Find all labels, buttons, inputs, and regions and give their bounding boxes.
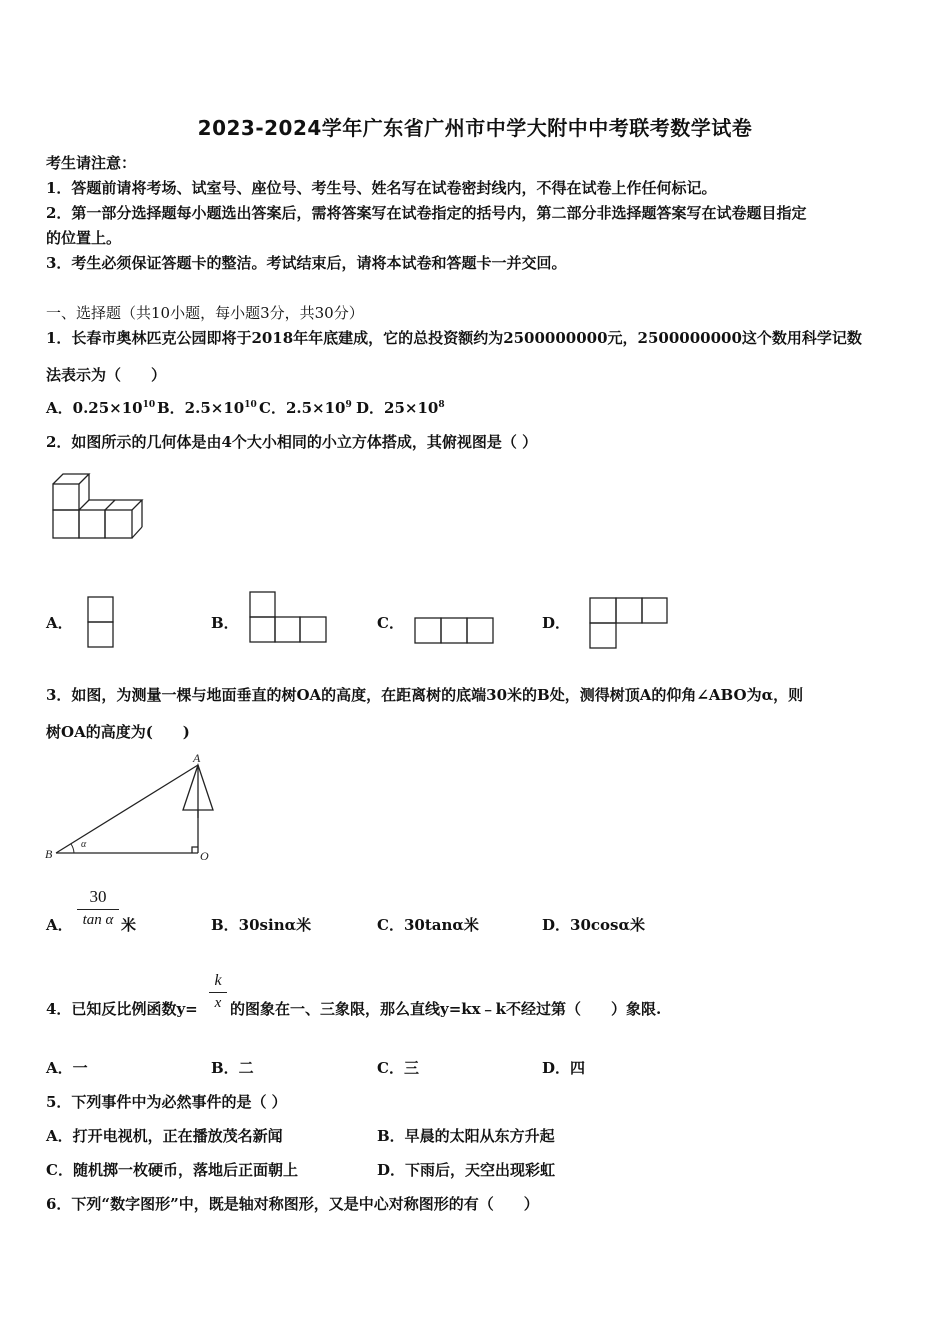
q2-solid-figure bbox=[50, 472, 150, 542]
q4-fraction bbox=[209, 972, 227, 1012]
q3-a-fraction-bar bbox=[77, 909, 119, 910]
notice-item-3: 3．考生必须保证答题卡的整洁。考试结束后，请将本试卷和答题卡一并交回。 bbox=[46, 254, 567, 272]
q2-option-b-label: B． bbox=[211, 614, 239, 632]
q3-stem-line2: 树OA的高度为( ) bbox=[46, 723, 190, 741]
q5-stem: 5．下列事件中为必然事件的是（ ） bbox=[46, 1093, 287, 1111]
q4-denominator: x bbox=[214, 995, 222, 1011]
q2-option-d-figure bbox=[589, 597, 669, 651]
q3-label-a: A bbox=[193, 751, 201, 765]
q2-option-a-label: A． bbox=[46, 614, 73, 632]
q3-stem-line1: 3．如图，为测量一棵与地面垂直的树OA的高度，在距离树的底端30米的B处，测得树顶A的仰角∠ABO为α，则 bbox=[46, 686, 804, 704]
q2-option-c-figure bbox=[414, 617, 496, 645]
q3-label-b: B bbox=[45, 847, 53, 861]
q4-option-a: A．一 bbox=[46, 1059, 88, 1077]
section-heading: 一、选择题（共10小题，每小题3分，共30分） bbox=[46, 304, 364, 322]
q5-option-b: B．早晨的太阳从东方升起 bbox=[377, 1127, 555, 1145]
q3-a-denominator: tan α bbox=[82, 912, 114, 928]
q5-option-c: C．随机掷一枚硬币，落地后正面朝上 bbox=[46, 1161, 298, 1179]
q2-option-c-label: C． bbox=[377, 614, 404, 632]
q3-option-a-label: A． bbox=[46, 916, 73, 934]
q3-option-a-unit: 米 bbox=[121, 916, 137, 934]
q4-numerator: k bbox=[214, 972, 222, 989]
q2-stem: 2．如图所示的几何体是由4个大小相同的小立方体搭成，其俯视图是（ ） bbox=[46, 433, 538, 451]
q6-stem: 6．下列“数字图形”中，既是轴对称图形，又是中心对称图形的有（ ） bbox=[46, 1195, 539, 1213]
q4-stem-suffix: 的图象在一、三象限，那么直线y=kx﹣k不经过第（ ）象限. bbox=[230, 1000, 662, 1018]
q3-option-d: D．30cosα米 bbox=[542, 916, 646, 934]
q1-option-c: C．$2.5\times 10^9$ bbox=[259, 399, 352, 417]
q4-option-d: D．四 bbox=[542, 1059, 586, 1077]
page-title: 2023-2024学年广东省广州市中学大附中中考联考数学试卷 bbox=[197, 116, 753, 140]
q4-stem-prefix: 4．已知反比例函数y= bbox=[46, 1000, 198, 1018]
q3-a-numerator: 30 bbox=[89, 887, 107, 906]
q2-option-a-figure bbox=[87, 596, 115, 648]
notice-item-1: 1．答题前请将考场、试室号、座位号、考生号、姓名写在试卷密封线内，不得在试卷上作任何标记。 bbox=[46, 179, 717, 197]
notice-heading: 考生请注意： bbox=[46, 154, 137, 172]
q2-option-b-figure bbox=[249, 591, 329, 645]
q5-option-a: A．打开电视机，正在播放茂名新闻 bbox=[46, 1127, 283, 1145]
q4-option-b: B．二 bbox=[211, 1059, 254, 1077]
q1-stem-line2: 法表示为（ ） bbox=[46, 366, 167, 384]
q3-label-o: O bbox=[200, 849, 209, 863]
q5-option-d: D．下雨后，天空出现彩虹 bbox=[377, 1161, 556, 1179]
q1-option-d: D．$25\times 10^8$ bbox=[356, 399, 445, 417]
q3-triangle-figure bbox=[40, 750, 220, 865]
q1-option-a: A．$0.25\times 10^{10}$ bbox=[46, 399, 156, 417]
notice-item-2: 2．第一部分选择题每小题选出答案后，需将答案写在试卷指定的括号内，第二部分非选择题答案写在试卷题目指定 bbox=[46, 204, 807, 222]
q3-label-alpha: α bbox=[81, 839, 87, 850]
q3-option-b: B．30sinα米 bbox=[211, 916, 312, 934]
notice-item-2-cont: 的位置上。 bbox=[46, 229, 122, 247]
q3-option-a-fraction bbox=[77, 887, 119, 929]
q3-option-c: C．30tanα米 bbox=[377, 916, 479, 934]
q2-option-d-label: D． bbox=[542, 614, 571, 632]
q1-stem-line1: 1．长春市奥林匹克公园即将于2018年年底建成，它的总投资额约为2500000000元，2500000000这个数用科学记数 bbox=[46, 329, 862, 347]
q4-fraction-bar bbox=[209, 992, 227, 993]
q1-option-b: B．$2.5\times 10^{10}$ bbox=[157, 399, 257, 417]
q4-option-c: C．三 bbox=[377, 1059, 419, 1077]
